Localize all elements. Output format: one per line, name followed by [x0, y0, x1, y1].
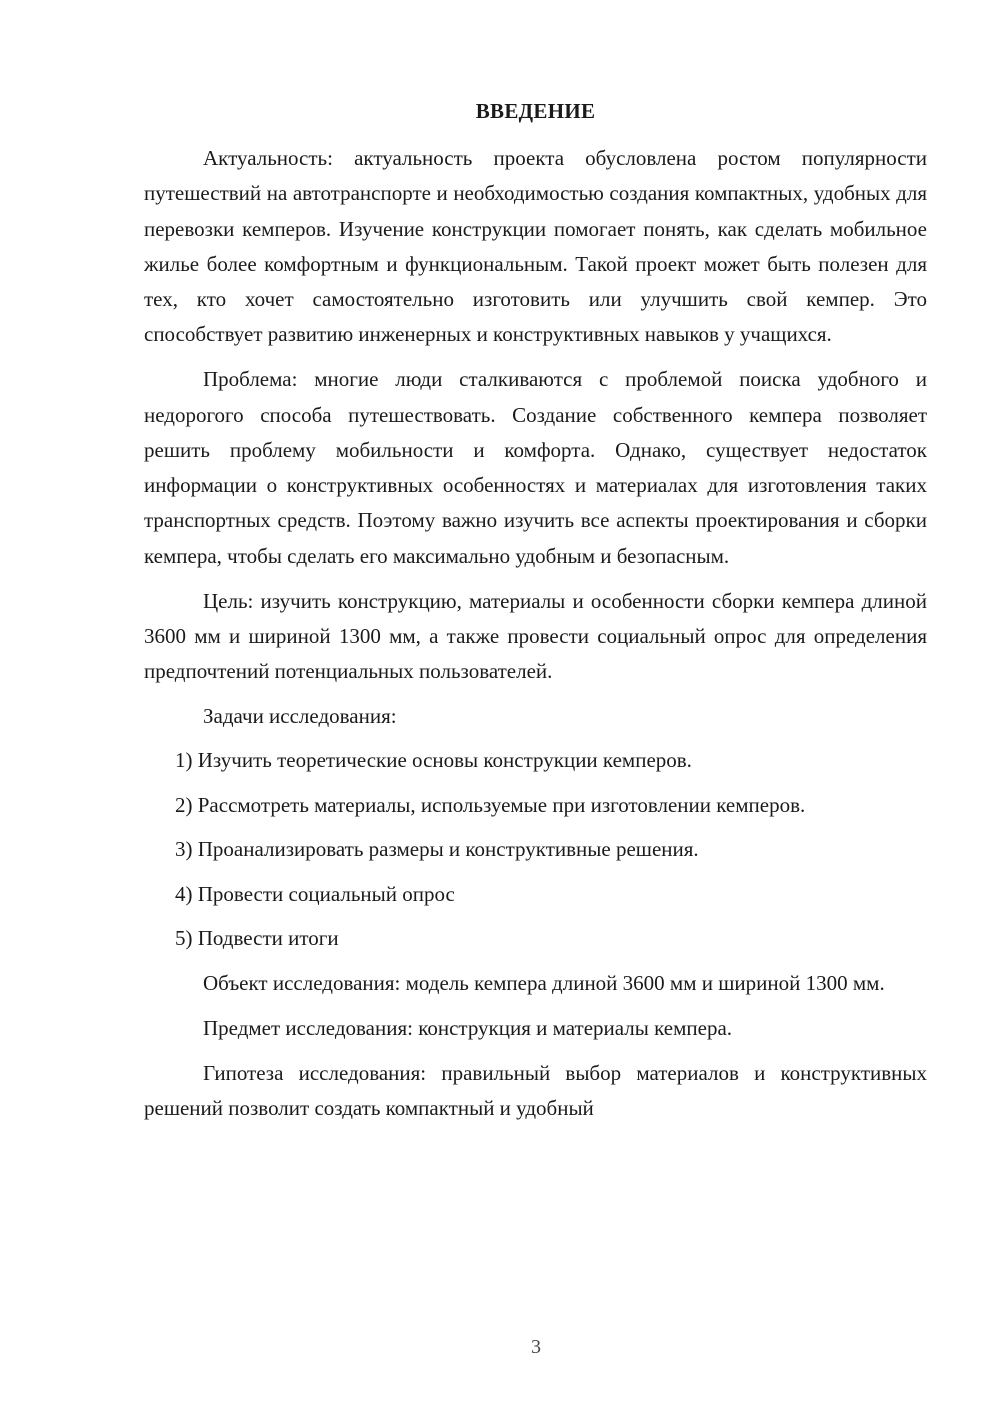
paragraph-hypothesis: Гипотеза исследования: правильный выбор материалов и конструктивных решений позволит создать компактный и удобный	[144, 1060, 927, 1120]
task-item: 4) Провести социальный опрос	[175, 881, 455, 906]
task-item: 5) Подвести итоги	[175, 926, 339, 951]
task-item: 3) Проанализировать размеры и конструктивные решения.	[175, 837, 699, 862]
page-content	[144, 94, 927, 1136]
paragraph-relevance: Актуальность: актуальность проекта обусловлена ростом популярности путешествий на автотранспорте и необходимостью создания компактных, удобных для перевозки кемперов. Изучение конструкции помогает понять, как сделать мобильное жилье более комфортным и функциональным. Такой проект может быть полезен для тех, кто хочет самостоятельно изготовить или улучшить свой кемпер. Это способствует развитию инженерных и конструктивных навыков у учащихся.	[144, 146, 927, 347]
task-item: 2) Рассмотреть материалы, используемые при изготовлении кемперов.	[175, 792, 806, 817]
paragraph-goal: Цель: изучить конструкцию, материалы и особенности сборки кемпера длиной 3600 мм и шириной 1300 мм, а также провести социальный опрос для определения предпочтений потенциальных пользователей.	[144, 588, 927, 684]
page-number: 3	[531, 1336, 541, 1358]
tasks-heading: Задачи исследования:	[203, 703, 397, 728]
paragraph-subject: Предмет исследования: конструкция и материалы кемпера.	[203, 1015, 733, 1040]
section-title: ВВЕДЕНИЕ	[475, 99, 596, 123]
paragraph-object: Объект исследования: модель кемпера длиной 3600 мм и шириной 1300 мм.	[203, 970, 885, 995]
paragraph-problem: Проблема: многие люди сталкиваются с проблемой поиска удобного и недорогого способа путешествовать. Создание собственного кемпера позволяет решить проблему мобильности и комфорта. Однако, существует недостаток информации о конструктивных особенностях и материалах для изготовления таких транспортных средств. Поэтому важно изучить все аспекты проектирования и сборки кемпера, чтобы сделать его максимально удобным и безопасным.	[144, 367, 927, 568]
task-item: 1) Изучить теоретические основы конструкции кемперов.	[175, 748, 692, 773]
